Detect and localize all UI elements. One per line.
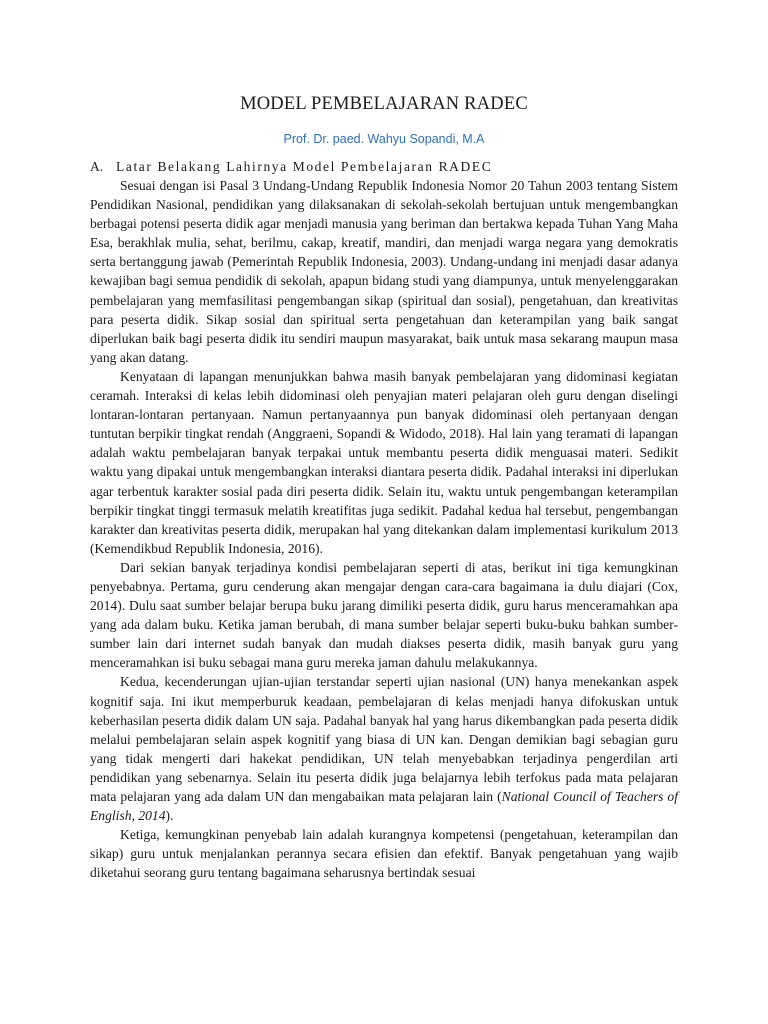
paragraph-2: Kenyataan di lapangan menunjukkan bahwa masih banyak pembelajaran yang didominasi kegiatan ceramah. Interaksi di kelas lebih didominasi oleh penyajian materi pelajaran oleh guru dengan diselingi lontaran-lontaran pertanyaan. Namun pertanyaannya pun banyak didominasi oleh pertanyaan dengan tuntutan berpikir tingkat rendah (Anggraeni, Sopandi & Widodo, 2018). Hal lain yang teramati di lapangan adalah waktu pembelajaran banyak terpakai untuk membantu peserta didik menguasai materi. Sedikit waktu yang dipakai untuk mengembangkan interaksi diantara peserta didik. Padahal interaksi ini diperlukan agar terbentuk karakter sosial pada diri peserta didik. Selain itu, waktu untuk pengembangan keterampilan berpikir tingkat tinggi termasuk melatih kreatifitas juga sedikit. Padahal kedua hal tersebut, pengembangan karakter dan kreativitas peserta didik, merupakan hal yang ditekankan dalam implementasi kurikulum 2013 (Kemendikbud Republik Indonesia, 2016). — [90, 368, 678, 556]
document-author: Prof. Dr. paed. Wahyu Sopandi, M.A — [283, 132, 485, 146]
document-title: MODEL PEMBELAJARAN RADEC — [240, 94, 528, 114]
paragraph-4-end: ). — [165, 808, 174, 824]
paragraph-4 — [90, 672, 678, 825]
section-letter: A. — [90, 159, 104, 174]
citation-ncte: National Council of Teachers of English, 2014 — [90, 789, 678, 824]
document-content — [90, 92, 678, 882]
paragraph-4-text: Kedua, kecenderungan ujian-ujian terstandar seperti ujian nasional (UN) hanya menekankan aspek kognitif saja. Ini ikut memperburuk keadaan, pembelajaran di kelas menjadi hanya difokuskan untuk keberhasilan peserta didik dalam UN saja. Padahal banyak hal yang harus dikembangkan pada peserta didik melalui pembelajaran selain aspek kognitif yang biasa di UN kan. Dengan demikian bagi sebagian guru yang tidak mengerti dari hakekat pendidikan, UN telah menyebabkan terjadinya pengerdilan arti pendidikan yang sebenarnya. Selain itu peserta didik juga belajarnya lebih terfokus pada mata pelajaran mata pelajaran yang ada dalam UN dan mengabaikan mata pelajaran lain ( — [90, 674, 678, 804]
section-heading — [90, 157, 678, 176]
section-heading-text: Latar Belakang Lahirnya Model Pembelajaran RADEC — [116, 159, 493, 174]
paragraph-5: Ketiga, kemungkinan penyebab lain adalah kurangnya kompetensi (pengetahuan, keterampilan dan sikap) guru untuk menjalankan perannya secara efisien dan efektif. Banyak pengetahuan yang wajib diketahui seorang guru tentang bagaimana seharusnya bertindak sesuai — [90, 827, 678, 881]
paragraph-3: Dari sekian banyak terjadinya kondisi pembelajaran seperti di atas, berikut ini tiga kemungkinan penyebabnya. Pertama, guru cenderung akan mengajar dengan cara-cara bagaimana ia dulu diajari (Cox, 2014). Dulu saat sumber belajar berupa buku jarang dimiliki peserta didik, guru harus menceramahkan apa yang ada dalam buku. Ketika jaman berubah, di mana sumber belajar seperti buku-buku bahkan sumber-sumber lain dari internet sudah banyak dan mudah diakses peserta didik, masih banyak guru yang menceramahkan isi buku sebagai mana guru mereka jaman dahulu melakukannya. — [90, 559, 678, 671]
paragraph-1: Sesuai dengan isi Pasal 3 Undang-Undang Republik Indonesia Nomor 20 Tahun 2003 tentang Sistem Pendidikan Nasional, pendidikan yang dilaksanakan di sekolah-sekolah bertujuan untuk mengembangkan berbagai potensi peserta didik agar menjadi manusia yang beriman dan bertakwa kepada Tuhan Yang Maha Esa, berakhlak mulia, sehat, berilmu, cakap, kreatif, mandiri, dan menjadi warga negara yang demokratis serta bertanggung jawab (Pemerintah Republik Indonesia, 2003). Undang-undang ini menjadi dasar adanya kewajiban bagi semua pendidik di sekolah, apapun bidang studi yang diampunya, untuk menyelenggarakan pembelajaran yang memfasilitasi pengembangan sikap (spiritual dan sosial), pengetahuan, dan kreativitas para peserta didik. Sikap sosial dan spiritual serta pengetahuan dan keterampilan yang baik sangat diperlukan baik bagi peserta didik itu sendiri maupun masyarakat, baik untuk masa sekarang maupun masa yang akan datang. — [90, 178, 678, 365]
